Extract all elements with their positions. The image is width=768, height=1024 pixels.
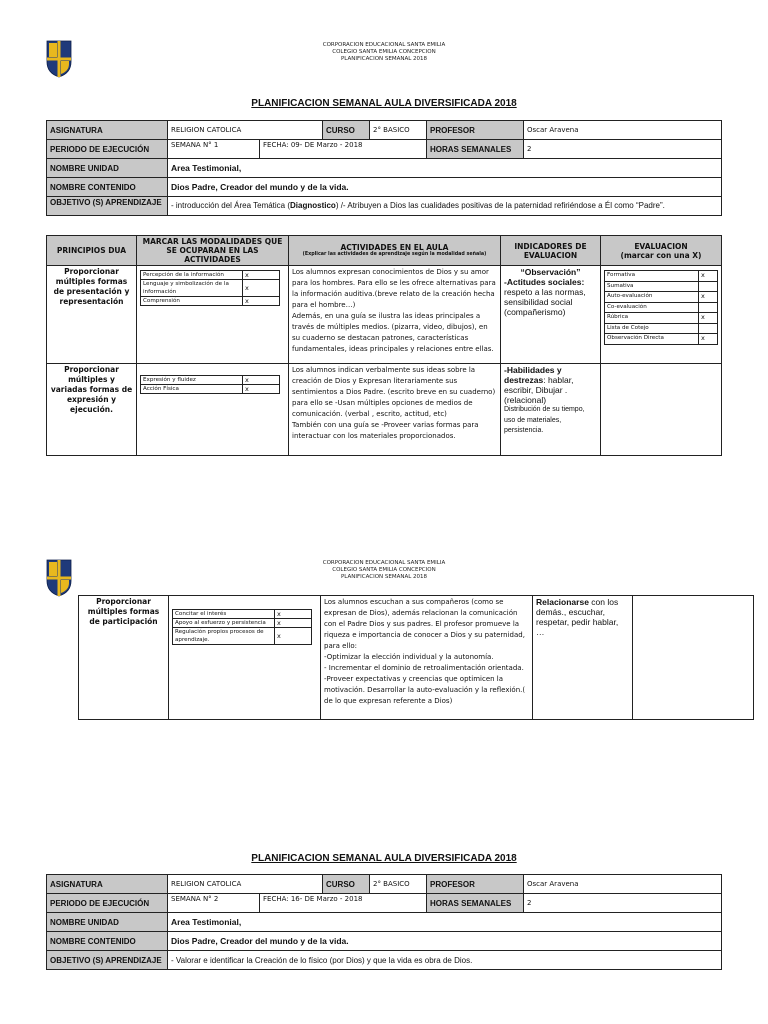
evaluacion-label: Auto-evaluación — [605, 292, 699, 303]
evaluacion-empty — [633, 596, 754, 720]
header-line-2: COLEGIO SANTA EMILIA CONCEPCION — [332, 567, 436, 573]
header-line-3: PLANIFICACION SEMANAL 2018 — [340, 574, 428, 580]
objetivo-value — [168, 197, 722, 216]
header-line-1: CORPORACION EDUCACIONAL SANTA EMILIA — [322, 42, 446, 48]
label-horas: HORAS SEMANALES — [427, 894, 524, 913]
header-principios: PRINCIPIOS DUA — [47, 236, 137, 266]
label-unidad: NOMBRE UNIDAD — [47, 159, 168, 178]
evaluacion-mark[interactable]: x — [699, 334, 718, 345]
modalidad-row — [141, 297, 280, 306]
evaluacion-label: Lista de Cotejo — [605, 323, 699, 334]
modalidad-mark[interactable]: x — [243, 385, 280, 394]
info-table-2 — [46, 874, 722, 970]
dua-table — [46, 235, 722, 456]
modalidad-mark[interactable]: x — [243, 297, 280, 306]
modalidad-row — [141, 385, 280, 394]
modalidad-mark[interactable]: x — [243, 280, 280, 297]
indicadores-3 — [533, 596, 633, 720]
info-table-1 — [46, 120, 722, 216]
evaluacion-row — [605, 281, 718, 292]
modalidad-label: Concitar el interés — [173, 610, 275, 619]
modalidad-mark[interactable]: x — [243, 271, 280, 280]
modalidades-cell-3 — [169, 596, 321, 720]
evaluacion-row — [605, 302, 718, 313]
label-periodo: PERIODO DE EJECUCIÓN — [47, 894, 168, 913]
principio-expresion: Proporcionar múltiples y variadas formas de expresión y ejecución. — [47, 364, 137, 456]
contenido-value: Dios Padre, Creador del mundo y de la vida. — [168, 932, 722, 951]
semana-value: SEMANA N° 2 — [168, 894, 260, 912]
evaluacion-list — [604, 270, 718, 345]
horas-value: 2 — [524, 894, 722, 913]
unidad-value: Area Testimonial, — [168, 913, 722, 932]
evaluacion-row — [605, 271, 718, 282]
actividad-3: Los alumnos escuchan a sus compañeros (como se expresan de Dios), además relacionan la comunicación con el Padre Dios y sus padres. El profesor promueve la riqueza e importancia de conocer a Dios y su paternidad, para ello: -Optimizar la elección individual y la autonomía. - Incrementar el dominio de retroalimentación orientada. -Proveer expectativas y creencias que optimicen la motivación. Desarrollar la auto-evaluación y la reflexión.( de lo que expresan referente a Dios) — [321, 596, 533, 720]
header-actividades-sub: (Explicar las actividades de aprendizaje según la modalidad señala) — [302, 252, 487, 257]
modalidades-cell-1 — [137, 266, 289, 364]
modalidad-row — [173, 628, 312, 645]
evaluacion-label: Observación Directa — [605, 334, 699, 345]
evaluacion-row — [605, 323, 718, 334]
modalidad-mark[interactable]: x — [243, 376, 280, 385]
header-indicadores: INDICADORES DE EVALUACION — [501, 236, 601, 266]
evaluacion-label: Co-evaluación — [605, 302, 699, 313]
header-evaluacion-sub: (marcar con una X) — [620, 250, 702, 260]
label-profesor: PROFESOR — [427, 121, 524, 140]
horas-value: 2 — [524, 140, 722, 159]
objetivo-post: ) /- Atribuyen a Dios las cualidades positivas de la paternidad refiriéndose a Él como “Padre”. — [335, 201, 665, 210]
modalidad-label: Percepción de la información — [141, 271, 243, 280]
header-line-3: PLANIFICACION SEMANAL 2018 — [340, 56, 428, 62]
asignatura-value: RELIGION CATOLICA — [168, 121, 323, 140]
label-horas: HORAS SEMANALES — [427, 140, 524, 159]
modalidad-row — [141, 271, 280, 280]
evaluacion-row — [605, 313, 718, 324]
modalidad-mark[interactable]: x — [275, 628, 312, 645]
evaluacion-label: Rúbrica — [605, 313, 699, 324]
header-actividades-title: ACTIVIDADES EN EL AULA — [340, 243, 449, 252]
indicadores-1 — [501, 266, 601, 364]
evaluacion-empty — [601, 364, 722, 456]
evaluacion-label: Formativa — [605, 271, 699, 282]
modalidad-label: Acción Física — [141, 385, 243, 394]
fecha-value: FECHA: 16- DE Marzo - 2018 — [263, 895, 363, 903]
modalidad-row — [173, 619, 312, 628]
evaluacion-row — [605, 292, 718, 303]
periodo-cell — [168, 894, 427, 913]
evaluacion-mark[interactable]: x — [699, 292, 718, 303]
header-evaluacion-title: EVALUACION — [634, 241, 688, 251]
page-title: PLANIFICACION SEMANAL AULA DIVERSIFICADA 2018 — [251, 98, 517, 109]
label-contenido: NOMBRE CONTENIDO — [47, 932, 168, 951]
institution-header — [0, 42, 768, 63]
evaluacion-mark[interactable] — [699, 302, 718, 313]
asignatura-value: RELIGION CATOLICA — [168, 875, 323, 894]
indicador-text: con los demás., escuchar, respetar, pedir hablar, … — [536, 597, 619, 637]
header-marcar: MARCAR LAS MODALIDADES QUE SE OCUPARAN EN LAS ACTIVIDADES — [137, 236, 289, 266]
evaluacion-cell — [601, 266, 722, 364]
profesor-value: Oscar Aravena — [524, 875, 722, 894]
modalidades-cell-2 — [137, 364, 289, 456]
indicador-title: “Observación” — [520, 267, 581, 277]
header-line-2: COLEGIO SANTA EMILIA CONCEPCION — [332, 49, 436, 55]
label-objetivo: OBJETIVO (S) APRENDIZAJE — [47, 197, 168, 216]
modalidad-label: Regulación propios procesos de aprendizaje. — [173, 628, 275, 645]
evaluacion-label: Sumativa — [605, 281, 699, 292]
indicadores-2 — [501, 364, 601, 456]
dua-table-continued — [78, 595, 754, 720]
curso-value: 2° BASICO — [370, 875, 427, 894]
label-curso: CURSO — [323, 121, 370, 140]
label-asignatura: ASIGNATURA — [47, 875, 168, 894]
evaluacion-mark[interactable]: x — [699, 271, 718, 282]
modalidad-label: Apoyo al esfuerzo y persistencia — [173, 619, 275, 628]
fecha-value: FECHA: 09- DE Marzo - 2018 — [263, 141, 363, 149]
label-curso: CURSO — [323, 875, 370, 894]
indicador-small: Distribución de su tiempo, uso de materiales, persistencia. — [504, 406, 585, 434]
header-line-1: CORPORACION EDUCACIONAL SANTA EMILIA — [322, 560, 446, 566]
semana-value: SEMANA N° 1 — [168, 140, 260, 158]
header-actividades — [289, 236, 501, 266]
profesor-value: Oscar Aravena — [524, 121, 722, 140]
evaluacion-mark[interactable] — [699, 323, 718, 334]
indicador-text: respeto a las normas, sensibilidad social (compañerismo) — [504, 287, 586, 317]
institution-header — [0, 560, 768, 581]
actividad-2: Los alumnos indican verbalmente sus ideas sobre la creación de Dios y Expresan literariamente sus sentimientos a Dios Padre. (escrito breve en su cuaderno) para ello se -Usan múltiples opciones de medios de comunicación. (verbal , escrito, actitud, etc) También con una guía se -Proveer varias formas para interactuar con los materiales proporcionados. — [289, 364, 501, 456]
label-unidad: NOMBRE UNIDAD — [47, 913, 168, 932]
evaluacion-mark[interactable]: x — [699, 313, 718, 324]
label-profesor: PROFESOR — [427, 875, 524, 894]
label-asignatura: ASIGNATURA — [47, 121, 168, 140]
indicador-bold: Relacionarse — [536, 597, 589, 607]
modalidad-row — [141, 280, 280, 297]
objetivo-bold: Diagnostico — [290, 201, 336, 210]
evaluacion-mark[interactable] — [699, 281, 718, 292]
header-evaluacion — [601, 236, 722, 266]
principio-participacion: Proporcionar múltiples formas de participación — [79, 596, 169, 720]
actividad-1: Los alumnos expresan conocimientos de Dios y su amor para los hombres. Para ello se les ofrece alternativas para la información auditiva.(breve relato de la creación hecha para el hombre…) Además, en una guía se ilustra las ideas principales a través de múltiples medios. (pizarra, video, dibujos), en su cuaderno se destacan patrones, características fundamentales, ideas principales y relaciones entre ellas. — [289, 266, 501, 364]
page-title-2: PLANIFICACION SEMANAL AULA DIVERSIFICADA 2018 — [251, 853, 517, 864]
label-periodo: PERIODO DE EJECUCIÓN — [47, 140, 168, 159]
modalidad-row — [141, 376, 280, 385]
modalidad-row — [173, 610, 312, 619]
curso-value: 2° BASICO — [370, 121, 427, 140]
label-objetivo: OBJETIVO (S) APRENDIZAJE — [47, 951, 168, 970]
contenido-value: Dios Padre, Creador del mundo y de la vida. — [168, 178, 722, 197]
label-contenido: NOMBRE CONTENIDO — [47, 178, 168, 197]
modalidad-mark[interactable]: x — [275, 619, 312, 628]
modalidad-label: Comprensión — [141, 297, 243, 306]
modalidad-label: Expresión y fluidez — [141, 376, 243, 385]
modalidad-label: Lenguaje y simbolización de la información — [141, 280, 243, 297]
indicador-bold: -Habilidades y destrezas — [504, 365, 562, 385]
indicador-text: : hablar, escribir, Dibujar .(relacional) — [504, 375, 574, 405]
indicador-bold: -Actitudes sociales: — [504, 277, 585, 287]
unidad-value: Area Testimonial, — [168, 159, 722, 178]
evaluacion-row — [605, 334, 718, 345]
principio-presentacion: Proporcionar múltiples formas de presentación y representación — [47, 266, 137, 364]
objetivo-pre: - introducción del Área Temática ( — [171, 201, 291, 210]
objetivo-value: - Valorar e identificar la Creación de lo físico (por Dios) y que la vida es obra de Dios. — [168, 951, 722, 970]
periodo-cell — [168, 140, 427, 159]
modalidad-mark[interactable]: x — [275, 610, 312, 619]
